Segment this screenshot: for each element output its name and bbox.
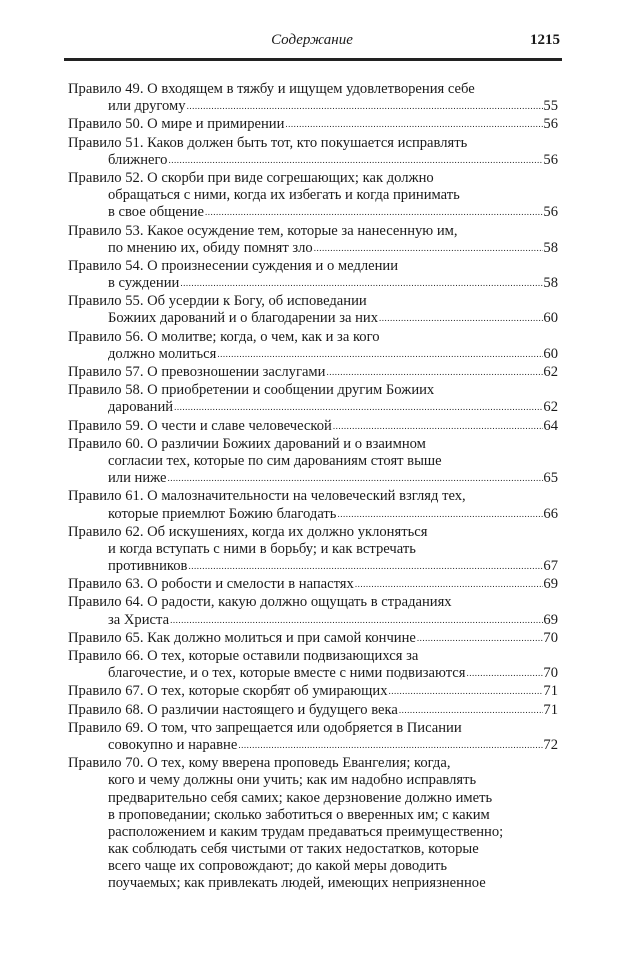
toc-entry-line: расположением и каким трудам предаваться преимущественно;	[108, 823, 504, 840]
toc-entry[interactable]	[68, 488, 558, 522]
toc-page-number[interactable]: 55	[543, 98, 558, 115]
toc-page-number[interactable]: 69	[543, 576, 558, 593]
toc-page-number[interactable]: 70	[543, 665, 558, 682]
toc-entry-line: Правило 55. Об усердии к Богу, об исповедании	[68, 293, 367, 310]
toc-entry-line	[68, 204, 558, 221]
dot-leader	[167, 470, 544, 487]
header-title: Содержание	[271, 32, 353, 48]
toc-page-number[interactable]: 60	[543, 345, 558, 362]
toc-page-number[interactable]: 67	[543, 558, 558, 575]
toc-page-number[interactable]: 71	[543, 701, 558, 718]
toc-entry-text: дарований	[108, 399, 174, 416]
toc-entry-text: Правило 63. О робости и смелости в напастях	[68, 576, 354, 593]
toc-entry-line: поучаемых; как привлекать людей, имеющих неприязненное	[108, 875, 486, 892]
toc-entry-line: Правило 52. О скорби при виде согрешающих; как должно	[68, 169, 434, 186]
toc-entry-line	[68, 506, 558, 523]
toc-entry-line	[68, 576, 558, 593]
toc-entry[interactable]	[68, 524, 558, 576]
dot-leader	[378, 310, 543, 327]
toc-entry-line: Правило 51. Каков должен быть тот, кто покушается исправлять	[68, 134, 468, 151]
toc-entry-text: за Христа	[108, 611, 170, 628]
dot-leader	[313, 240, 544, 257]
toc-entry-text: Правило 50. О мире и примирении	[68, 116, 285, 133]
toc-page-number[interactable]: 71	[543, 683, 558, 700]
toc-entry-line	[68, 116, 558, 133]
toc-entry-line: кого и чему должны они учить; как им надобно исправлять	[108, 772, 477, 789]
toc-entry-text: Правило 67. О тех, которые скорбят об умирающих	[68, 683, 388, 700]
toc-entry-line	[68, 364, 558, 381]
toc-entry-text: в суждении	[108, 275, 180, 292]
toc-entry-line: Правило 64. О радости, какую должно ощущать в страданиях	[68, 594, 452, 611]
toc-entry[interactable]	[68, 258, 558, 292]
toc-entry-line: в проповедании; сколько заботиться о вверенных им; с каким	[108, 806, 490, 823]
toc-entry-line	[68, 98, 558, 115]
toc-entry-line: обращаться с ними, когда их избегать и когда принимать	[108, 187, 460, 204]
toc-page-number[interactable]: 58	[543, 275, 558, 292]
dot-leader	[187, 558, 543, 575]
toc-entry-text: которые приемлют Божию благодать	[108, 505, 337, 522]
running-header	[64, 32, 560, 52]
toc-entry[interactable]	[68, 755, 558, 893]
dot-leader	[336, 506, 543, 523]
toc-entry-line: Правило 56. О молитве; когда, о чем, как и за кого	[68, 328, 380, 345]
toc-entry-line	[68, 683, 558, 700]
toc-entry[interactable]	[68, 116, 558, 133]
toc-page-number[interactable]: 69	[543, 611, 558, 628]
toc-entry-text: или ниже	[108, 470, 167, 487]
dot-leader	[388, 683, 544, 700]
toc-entry-line	[68, 418, 558, 435]
toc-entry-line	[68, 310, 558, 327]
toc-entry-line: Правило 49. О входящем в тяжбу и ищущем удовлетворения себе	[68, 81, 475, 97]
toc-entry[interactable]	[68, 418, 558, 435]
toc-page-number[interactable]: 56	[543, 116, 558, 133]
toc-entry[interactable]	[68, 630, 558, 647]
toc-entry[interactable]	[68, 702, 558, 719]
toc-entry-line: Правило 62. Об искушениях, когда их должно уклоняться	[68, 523, 428, 540]
toc-entry-line	[68, 558, 558, 575]
toc-entry[interactable]	[68, 293, 558, 327]
toc-entry-text: или другому	[108, 98, 186, 115]
dot-leader	[216, 346, 543, 363]
toc-page-number[interactable]: 66	[543, 505, 558, 522]
toc-entry-line: как соблюдать себя чистыми от таких недостатков, которые	[108, 841, 479, 858]
toc-entry-line: предварительно себя самих; какое дерзновение должно иметь	[108, 789, 493, 806]
toc-entry-text: противников	[108, 558, 188, 575]
dot-leader	[354, 576, 544, 593]
toc-entry-line	[68, 275, 558, 292]
toc-entry-text: должно молиться	[108, 345, 217, 362]
dot-leader	[325, 364, 543, 381]
toc-page-number[interactable]: 56	[543, 204, 558, 221]
dot-leader	[167, 152, 543, 169]
toc-entry-line: всего чаще их сопровождают; до какой меры доводить	[108, 858, 448, 875]
toc-entry-line: Правило 53. Какое осуждение тем, которые за нанесенную им,	[68, 222, 458, 239]
toc-page-number[interactable]: 72	[543, 736, 558, 753]
toc-entry-line	[68, 152, 558, 169]
dot-leader	[237, 737, 543, 754]
toc-entry-line: Правило 58. О приобретении и сообщении другим Божиих	[68, 382, 435, 399]
toc-entry-line	[68, 612, 558, 629]
toc-entry-line	[68, 240, 558, 257]
toc-entry-text: Правило 68. О различии настоящего и будущего века	[68, 701, 398, 718]
toc-entry-line	[68, 346, 558, 363]
toc-entry-line: Правило 61. О малозначительности на человеческий взгляд тех,	[68, 488, 466, 505]
dot-leader	[465, 665, 543, 682]
toc-entry[interactable]	[68, 223, 558, 257]
toc-entry-text: Правило 57. О превозношении заслугами	[68, 364, 326, 380]
toc-page-number[interactable]: 62	[543, 364, 558, 380]
toc-entry-text: Божиих дарований и о благодарении за них	[108, 310, 378, 327]
toc-page-number[interactable]: 56	[543, 151, 558, 168]
toc-entry[interactable]	[68, 720, 558, 754]
page-number: 1215	[530, 32, 560, 48]
toc-entry-line: согласии тех, которые по сим дарованиям стоят выше	[108, 452, 442, 469]
toc-entry-line	[68, 665, 558, 682]
toc-entry-line	[68, 470, 558, 487]
toc-entry[interactable]	[68, 382, 558, 416]
toc-entry-text: Правило 65. Как должно молиться и при самой кончине	[68, 629, 416, 646]
toc-entry-line	[68, 399, 558, 416]
dot-leader	[204, 204, 543, 221]
toc-page-number[interactable]: 64	[543, 417, 558, 434]
toc-entry-line: Правило 66. О тех, которые оставили подвизающихся за	[68, 648, 419, 664]
toc-page-number[interactable]: 58	[543, 239, 558, 256]
toc-entry[interactable]	[68, 364, 558, 381]
toc-entry[interactable]	[68, 329, 558, 363]
toc-entry-text: благочестие, и о тех, которые вместе с ними подвизаются	[108, 665, 466, 682]
toc-entry-text: ближнего	[108, 151, 168, 168]
dot-leader	[179, 275, 543, 292]
header-rule	[64, 58, 562, 61]
toc-entry-line	[68, 702, 558, 719]
dot-leader	[169, 612, 543, 629]
toc-entry-text: в свое общение	[108, 204, 204, 221]
toc-page-number[interactable]: 62	[543, 399, 558, 416]
dot-leader	[173, 399, 543, 416]
toc-entry[interactable]	[68, 436, 558, 488]
toc-entry-line	[68, 737, 558, 754]
dot-leader	[416, 630, 544, 647]
toc-entry-text: совокупно и наравне	[108, 736, 238, 753]
toc-entry[interactable]	[68, 576, 558, 593]
toc-page-number[interactable]: 65	[543, 470, 558, 487]
toc-entry-line: Правило 70. О тех, кому вверена проповедь Евангелия; когда,	[68, 755, 451, 772]
toc-entry[interactable]	[68, 170, 558, 222]
toc-entry[interactable]	[68, 594, 558, 628]
dot-leader	[398, 702, 544, 719]
toc-page-number[interactable]: 70	[543, 629, 558, 646]
toc-entry-text: по мнению их, обиду помнят зло	[108, 239, 313, 256]
toc-entry-line	[68, 630, 558, 647]
table-of-contents	[68, 81, 558, 894]
toc-entry-line: Правило 54. О произнесении суждения и о медлении	[68, 257, 399, 274]
toc-entry-line: и когда вступать с ними в борьбу; и как встречать	[108, 540, 416, 557]
toc-entry[interactable]	[68, 648, 558, 682]
toc-entry-line: Правило 60. О различии Божиих дарований и о взаимном	[68, 435, 426, 452]
dot-leader	[332, 418, 544, 435]
toc-page-number[interactable]: 60	[543, 310, 558, 327]
dot-leader	[186, 98, 544, 115]
toc-entry[interactable]	[68, 81, 558, 115]
toc-entry-text: Правило 59. О чести и славе человеческой	[68, 417, 332, 434]
toc-entry[interactable]	[68, 683, 558, 700]
toc-entry-line: Правило 69. О том, что запрещается или одобряется в Писании	[68, 719, 462, 736]
dot-leader	[284, 116, 543, 133]
toc-entry[interactable]	[68, 135, 558, 169]
